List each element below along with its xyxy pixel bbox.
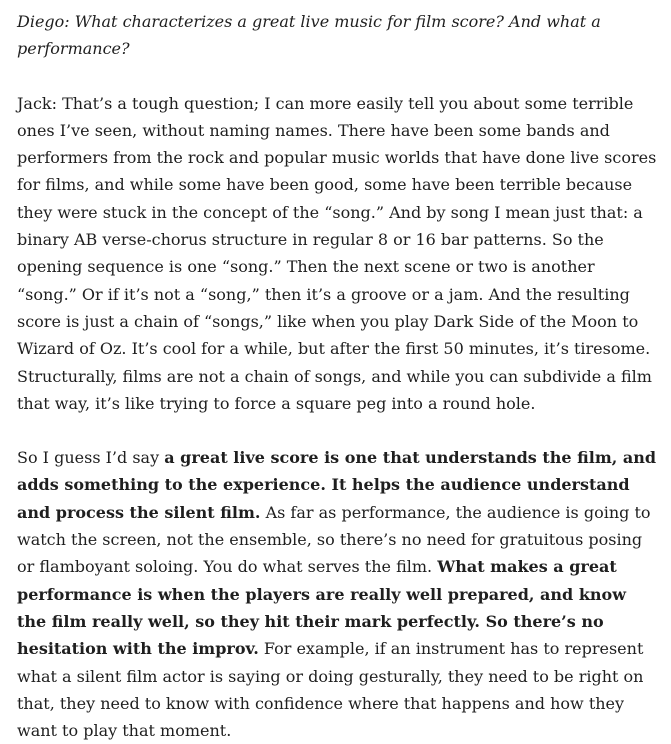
answer-paragraph-2 bbox=[17, 444, 657, 744]
answer-paragraph-2-text-1: So I guess I’d say bbox=[17, 448, 165, 468]
interview-question: Diego: What characterizes a great live music for film score? And what a performance? bbox=[17, 12, 601, 59]
answer-paragraph-2-text-3: For example, if an instrument has to represent what a silent film actor is saying or doing gesturally, they need to be right on that, they need to know with confidence where that happens and how they want to play that moment. bbox=[17, 639, 644, 741]
answer-paragraph-2-bold-2: What makes a great performance is when the players are really well prepared, and know the film really well, so they hit their mark perfectly. So there’s no hesitation with the improv. bbox=[17, 557, 626, 659]
answer-paragraph-2-bold-1: a great live score is one that understands the film, and adds something to the experience. It helps the audience understand and process the silent film. bbox=[17, 448, 657, 522]
article-body bbox=[17, 8, 657, 744]
answer-paragraph-2-text-2: As far as performance, the audience is going to watch the screen, not the ensemble, so there’s no need for gratuitous posing or flamboyant soloing. You do what serves the film. bbox=[17, 502, 651, 577]
answer-paragraph-1: Jack: That’s a tough question; I can more easily tell you about some terrible ones I’ve seen, without naming names. There have been some bands and performers from the rock and popular music worlds that have done live scores for films, and while some have been good, some have been terrible because they were stuck in the concept of the “song.” And by song I mean just that: a binary AB verse-chorus structure in regular 8 or 16 bar patterns. So the opening sequence is one “song.” Then the next scene or two is another “song.” Or if it’s not a “song,” then it’s a groove or a jam. And the resulting score is just a chain of “songs,” like when you play Dark Side of the Moon to Wizard of Oz. It’s cool for a while, but after the first 50 minutes, it’s tiresome. Structurally, films are not a chain of songs, and while you can subdivide a film that way, it’s like trying to force a square peg into a round hole. bbox=[17, 93, 657, 413]
